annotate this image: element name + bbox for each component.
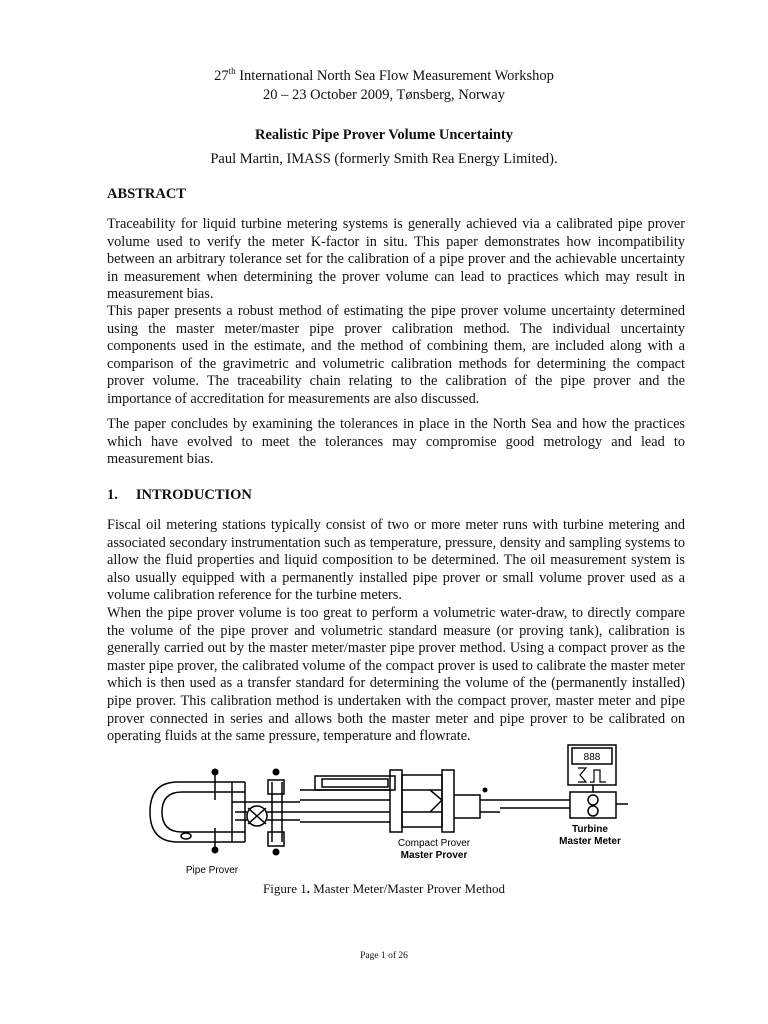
figure-number: Figure 1 bbox=[263, 881, 307, 896]
paper-title: Realistic Pipe Prover Volume Uncertainty bbox=[254, 127, 513, 143]
abstract-heading: ABSTRACT bbox=[107, 186, 186, 202]
figure-caption-text: Master Meter/Master Prover Method bbox=[310, 881, 505, 896]
abstract-paragraph-1: Traceability for liquid turbine metering systems is generally achieved via a calibrated pipe prover volume used to verify the meter K-factor in situ. This paper demonstrates how incompatibility between an arbitrary tolerance set for the calibration of a pipe prover and the achievable uncertainty in measurement when determining the prover volume can lead to practices which may result in measurement bias. bbox=[107, 216, 685, 303]
connecting-pipe-lower bbox=[300, 812, 390, 822]
workshop-number-suffix: th bbox=[228, 66, 236, 77]
pulse-counter-display bbox=[568, 745, 616, 785]
abstract-paragraph-3: The paper concludes by examining the tolerances in place in the North Sea and how the practices which have evolved to meet the tolerances may compromise good metrology and lead to measurement bias. bbox=[107, 416, 685, 468]
intro-paragraph-1: Fiscal oil metering stations typically consist of two or more meter runs with turbine metering and associated secondary instrumentation such as temperature, pressure, density and sampling systems to allow the fluid properties and liquid composition to be determined. The oil measurement system is also usually equipped with a permanently installed pipe prover or small volume prover used as a volume calibration reference for the turbine meters. bbox=[107, 517, 685, 604]
section-1-title: INTRODUCTION bbox=[135, 487, 252, 503]
page-number: Page 1 of 26 bbox=[360, 951, 408, 961]
compact-prover-label: Compact Prover bbox=[397, 838, 471, 849]
master-meter-label: Master Meter bbox=[559, 836, 621, 847]
connecting-pipe bbox=[300, 790, 390, 800]
counter-digits: 888 bbox=[583, 752, 601, 763]
intro-paragraph-2: When the pipe prover volume is too great to perform a volumetric water-draw, to directly compare the volume of the pipe prover and volumetric standard measure (or proving tank), calibration is generally carried out by the master meter/master pipe prover method. Using a compact prover as the master pipe prover, the calibrated volume of the compact prover is used to calibrate the master meter which is then used as a transfer standard for determining the volume of the (permanently installed) pipe prover. This calibration method is undertaken with the compact prover, master meter and pipe prover connected in series and allows both the master meter and pipe prover to be calibrated on operating fluids at the same pressure, temperature and flowrate. bbox=[107, 605, 685, 745]
workshop-number: 27 bbox=[214, 68, 229, 84]
figure-caption bbox=[0, 881, 768, 897]
turbine-label: Turbine bbox=[572, 824, 608, 835]
turbine-master-meter bbox=[570, 785, 628, 818]
abstract-paragraph-2: This paper presents a robust method of estimating the pipe prover volume uncertainty determined using the master meter/master pipe prover calibration method. The individual uncertainty components used in the estimate, and the method of combining them, are included along with a comparison of the gravimetric and volumetric calibration methods for determining the compact prover volume. The traceability chain relating to the calibration of the pipe prover and the importance of accreditation for measurements are also discussed. bbox=[107, 303, 685, 407]
figure-caption-dot: . bbox=[306, 881, 310, 896]
meter-run-pipe bbox=[500, 800, 570, 808]
section-1-number: 1. bbox=[107, 487, 118, 503]
section-1-heading bbox=[107, 487, 252, 504]
workshop-dates: 20 – 23 October 2009, Tønsberg, Norway bbox=[263, 87, 505, 103]
master-prover-label: Master Prover bbox=[400, 850, 468, 861]
paper-author: Paul Martin, IMASS (formerly Smith Rea Energy Limited). bbox=[210, 151, 558, 167]
master-meter-prover-diagram bbox=[140, 740, 640, 880]
workshop-title bbox=[0, 67, 768, 85]
pipe-prover-loop bbox=[150, 782, 245, 842]
pipe-prover-label: Pipe Prover bbox=[185, 865, 239, 876]
pipe-prover-valves bbox=[215, 775, 300, 850]
workshop-name: International North Sea Flow Measurement Workshop bbox=[235, 68, 554, 84]
